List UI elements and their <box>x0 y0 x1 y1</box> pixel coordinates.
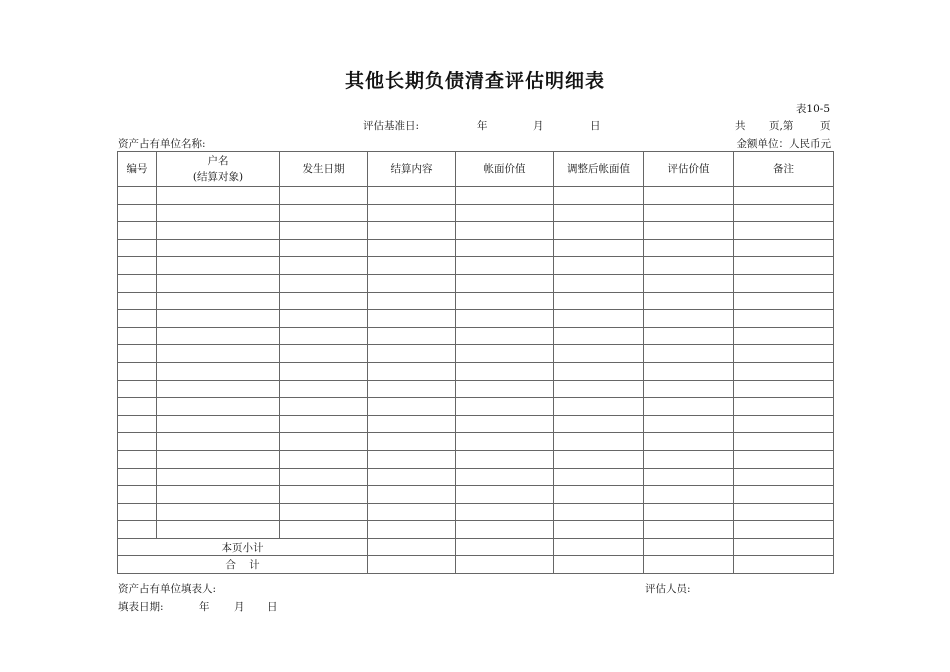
base-date-day: 日 <box>590 120 601 132</box>
table-cell[interactable] <box>644 415 734 433</box>
form-title: 其他长期负债清查评估明细表 <box>344 70 605 92</box>
col-header-book-value: 帐面价值 <box>456 152 554 187</box>
table-cell[interactable] <box>157 292 280 310</box>
table-cell[interactable] <box>456 398 554 416</box>
fill-date-year: 年 <box>199 601 210 613</box>
table-cell[interactable] <box>644 292 734 310</box>
table-cell[interactable] <box>554 222 644 240</box>
table-cell[interactable] <box>644 222 734 240</box>
table-cell[interactable] <box>456 257 554 275</box>
table-cell[interactable] <box>644 521 734 539</box>
table-cell[interactable] <box>280 486 368 504</box>
table-cell[interactable] <box>456 239 554 257</box>
table-row <box>118 292 834 310</box>
table-cell[interactable] <box>734 327 834 345</box>
total-row <box>118 556 834 574</box>
fill-date-label: 填表日期: <box>118 601 164 613</box>
table-cell[interactable] <box>644 257 734 275</box>
table-cell[interactable] <box>280 433 368 451</box>
table-cell[interactable] <box>157 362 280 380</box>
base-date-month: 月 <box>533 120 544 132</box>
table-cell[interactable] <box>280 415 368 433</box>
table-cell[interactable] <box>554 433 644 451</box>
table-row <box>118 433 834 451</box>
fill-date-day: 日 <box>267 601 278 613</box>
table-cell[interactable] <box>456 274 554 292</box>
table-cell[interactable] <box>118 292 157 310</box>
table-cell[interactable] <box>157 310 280 328</box>
table-cell[interactable] <box>644 486 734 504</box>
table-cell[interactable] <box>157 204 280 222</box>
table-cell[interactable] <box>644 556 734 574</box>
table-cell[interactable] <box>554 450 644 468</box>
table-row <box>118 380 834 398</box>
table-row <box>118 274 834 292</box>
table-cell[interactable] <box>734 274 834 292</box>
table-cell[interactable] <box>554 503 644 521</box>
table-cell[interactable] <box>280 398 368 416</box>
table-cell[interactable] <box>368 398 456 416</box>
table-cell[interactable] <box>456 204 554 222</box>
table-cell[interactable] <box>456 433 554 451</box>
table-cell[interactable] <box>734 433 834 451</box>
col-header-date: 发生日期 <box>280 152 368 187</box>
table-cell[interactable] <box>118 468 157 486</box>
table-cell[interactable] <box>280 521 368 539</box>
table-cell[interactable] <box>368 345 456 363</box>
table-cell[interactable] <box>368 468 456 486</box>
table-cell[interactable] <box>157 257 280 275</box>
table-cell[interactable] <box>644 468 734 486</box>
subtotal-label: 本页小计 <box>118 538 368 556</box>
subtotal-row <box>118 538 834 556</box>
table-row <box>118 521 834 539</box>
table-cell[interactable] <box>368 362 456 380</box>
col-header-appraised-value: 评估价值 <box>644 152 734 187</box>
table-cell[interactable] <box>554 187 644 205</box>
table-cell[interactable] <box>280 204 368 222</box>
table-cell[interactable] <box>734 415 834 433</box>
total-label: 合 计 <box>118 556 368 574</box>
table-cell[interactable] <box>734 257 834 275</box>
table-cell[interactable] <box>644 187 734 205</box>
table-cell[interactable] <box>280 274 368 292</box>
table-cell[interactable] <box>157 521 280 539</box>
table-cell[interactable] <box>734 556 834 574</box>
table-cell[interactable] <box>456 538 554 556</box>
table-cell[interactable] <box>280 503 368 521</box>
table-cell[interactable] <box>554 398 644 416</box>
table-cell[interactable] <box>644 310 734 328</box>
table-cell[interactable] <box>456 521 554 539</box>
table-cell[interactable] <box>456 310 554 328</box>
table-cell[interactable] <box>734 503 834 521</box>
table-row <box>118 415 834 433</box>
amount-unit: 金额单位：人民币元 <box>736 138 831 150</box>
table-cell[interactable] <box>734 204 834 222</box>
table-cell[interactable] <box>644 345 734 363</box>
table-cell[interactable] <box>280 345 368 363</box>
table-cell[interactable] <box>157 222 280 240</box>
table-cell[interactable] <box>118 503 157 521</box>
page-separator-label: 页,第 <box>769 120 794 132</box>
table-cell[interactable] <box>157 433 280 451</box>
table-row <box>118 398 834 416</box>
table-cell[interactable] <box>456 362 554 380</box>
table-cell[interactable] <box>280 468 368 486</box>
table-cell[interactable] <box>368 204 456 222</box>
table-row <box>118 450 834 468</box>
table-cell[interactable] <box>644 433 734 451</box>
table-row <box>118 468 834 486</box>
table-cell[interactable] <box>368 556 456 574</box>
table-cell[interactable] <box>368 274 456 292</box>
col-header-no: 编号 <box>118 152 157 187</box>
table-cell[interactable] <box>280 292 368 310</box>
table-row <box>118 222 834 240</box>
table-cell[interactable] <box>118 486 157 504</box>
table-cell[interactable] <box>368 292 456 310</box>
table-cell[interactable] <box>157 503 280 521</box>
table-cell[interactable] <box>554 292 644 310</box>
detail-table <box>117 151 834 574</box>
table-cell[interactable] <box>456 187 554 205</box>
col-header-name-line2: (结算对象) <box>192 171 244 183</box>
col-header-adjusted-book-value: 调整后帐面值 <box>554 152 644 187</box>
table-cell[interactable] <box>554 538 644 556</box>
page-current-label: 页 <box>820 120 831 132</box>
fill-date-month: 月 <box>234 601 245 613</box>
table-cell[interactable] <box>554 345 644 363</box>
table-cell[interactable] <box>118 310 157 328</box>
table-cell[interactable] <box>157 486 280 504</box>
appraiser-label: 评估人员: <box>645 583 691 595</box>
table-cell[interactable] <box>118 380 157 398</box>
table-cell[interactable] <box>456 380 554 398</box>
table-cell[interactable] <box>456 486 554 504</box>
table-cell[interactable] <box>734 222 834 240</box>
table-cell[interactable] <box>734 239 834 257</box>
table-cell[interactable] <box>554 362 644 380</box>
table-cell[interactable] <box>368 415 456 433</box>
table-row <box>118 345 834 363</box>
table-cell[interactable] <box>554 274 644 292</box>
table-cell[interactable] <box>280 450 368 468</box>
table-cell[interactable] <box>280 380 368 398</box>
table-cell[interactable] <box>280 257 368 275</box>
table-cell[interactable] <box>157 398 280 416</box>
table-cell[interactable] <box>554 239 644 257</box>
table-cell[interactable] <box>118 433 157 451</box>
table-cell[interactable] <box>734 345 834 363</box>
table-cell[interactable] <box>456 292 554 310</box>
table-cell[interactable] <box>554 204 644 222</box>
table-cell[interactable] <box>734 468 834 486</box>
table-cell[interactable] <box>644 538 734 556</box>
table-cell[interactable] <box>368 187 456 205</box>
table-cell[interactable] <box>157 345 280 363</box>
table-row <box>118 257 834 275</box>
table-cell[interactable] <box>554 415 644 433</box>
table-cell[interactable] <box>368 327 456 345</box>
table-cell[interactable] <box>157 187 280 205</box>
table-cell[interactable] <box>157 450 280 468</box>
table-cell[interactable] <box>644 398 734 416</box>
table-cell[interactable] <box>734 362 834 380</box>
table-cell[interactable] <box>368 239 456 257</box>
table-cell[interactable] <box>456 556 554 574</box>
col-header-remark: 备注 <box>734 152 834 187</box>
table-cell[interactable] <box>118 187 157 205</box>
table-cell[interactable] <box>157 327 280 345</box>
table-cell[interactable] <box>554 521 644 539</box>
table-cell[interactable] <box>368 503 456 521</box>
table-cell[interactable] <box>118 362 157 380</box>
filler-label: 资产占有单位填表人: <box>118 583 217 595</box>
col-header-content: 结算内容 <box>368 152 456 187</box>
table-cell[interactable] <box>280 362 368 380</box>
table-cell[interactable] <box>644 204 734 222</box>
table-cell[interactable] <box>734 380 834 398</box>
table-cell[interactable] <box>456 327 554 345</box>
table-cell[interactable] <box>368 433 456 451</box>
table-cell[interactable] <box>157 380 280 398</box>
table-cell[interactable] <box>157 274 280 292</box>
table-cell[interactable] <box>118 327 157 345</box>
table-row <box>118 310 834 328</box>
table-cell[interactable] <box>644 450 734 468</box>
table-cell[interactable] <box>118 521 157 539</box>
table-cell[interactable] <box>554 380 644 398</box>
table-cell[interactable] <box>734 187 834 205</box>
table-cell[interactable] <box>734 521 834 539</box>
col-header-name-line1: 户名 <box>207 155 229 167</box>
table-cell[interactable] <box>644 362 734 380</box>
table-cell[interactable] <box>280 222 368 240</box>
table-cell[interactable] <box>456 468 554 486</box>
table-cell[interactable] <box>734 450 834 468</box>
table-cell[interactable] <box>368 450 456 468</box>
table-cell[interactable] <box>554 257 644 275</box>
table-cell[interactable] <box>118 398 157 416</box>
table-cell[interactable] <box>644 274 734 292</box>
base-date-year: 年 <box>477 120 488 132</box>
table-cell[interactable] <box>734 486 834 504</box>
table-cell[interactable] <box>118 274 157 292</box>
table-cell[interactable] <box>118 204 157 222</box>
table-cell[interactable] <box>118 345 157 363</box>
owner-name-label: 资产占有单位名称: <box>118 138 206 150</box>
col-header-name <box>157 152 280 187</box>
table-cell[interactable] <box>368 538 456 556</box>
table-row <box>118 239 834 257</box>
table-cell[interactable] <box>554 327 644 345</box>
table-cell[interactable] <box>118 222 157 240</box>
table-cell[interactable] <box>734 292 834 310</box>
table-cell[interactable] <box>554 486 644 504</box>
table-cell[interactable] <box>157 468 280 486</box>
table-cell[interactable] <box>734 310 834 328</box>
table-cell[interactable] <box>368 310 456 328</box>
table-cell[interactable] <box>456 503 554 521</box>
table-cell[interactable] <box>368 380 456 398</box>
table-cell[interactable] <box>157 239 280 257</box>
table-cell[interactable] <box>554 310 644 328</box>
table-cell[interactable] <box>644 380 734 398</box>
table-cell[interactable] <box>734 398 834 416</box>
base-date-label: 评估基准日: <box>363 120 420 132</box>
table-cell[interactable] <box>456 345 554 363</box>
page-total-label: 共 <box>735 120 746 132</box>
table-cell[interactable] <box>280 187 368 205</box>
table-cell[interactable] <box>368 222 456 240</box>
table-cell[interactable] <box>280 327 368 345</box>
table-cell[interactable] <box>368 521 456 539</box>
table-cell[interactable] <box>368 257 456 275</box>
table-cell[interactable] <box>644 239 734 257</box>
table-cell[interactable] <box>118 450 157 468</box>
table-cell[interactable] <box>644 503 734 521</box>
table-cell[interactable] <box>554 556 644 574</box>
table-row <box>118 204 834 222</box>
table-cell[interactable] <box>644 327 734 345</box>
table-row <box>118 486 834 504</box>
table-cell[interactable] <box>734 538 834 556</box>
table-cell[interactable] <box>368 486 456 504</box>
table-cell[interactable] <box>456 450 554 468</box>
table-cell[interactable] <box>456 222 554 240</box>
table-number: 表10-5 <box>795 103 830 115</box>
table-row <box>118 362 834 380</box>
table-row <box>118 327 834 345</box>
table-cell[interactable] <box>456 415 554 433</box>
table-cell[interactable] <box>280 310 368 328</box>
table-cell[interactable] <box>280 239 368 257</box>
table-cell[interactable] <box>554 468 644 486</box>
table-row <box>118 187 834 205</box>
table-header-row <box>118 152 834 187</box>
table-cell[interactable] <box>157 415 280 433</box>
table-row <box>118 503 834 521</box>
table-cell[interactable] <box>118 257 157 275</box>
table-cell[interactable] <box>118 239 157 257</box>
table-cell[interactable] <box>118 415 157 433</box>
